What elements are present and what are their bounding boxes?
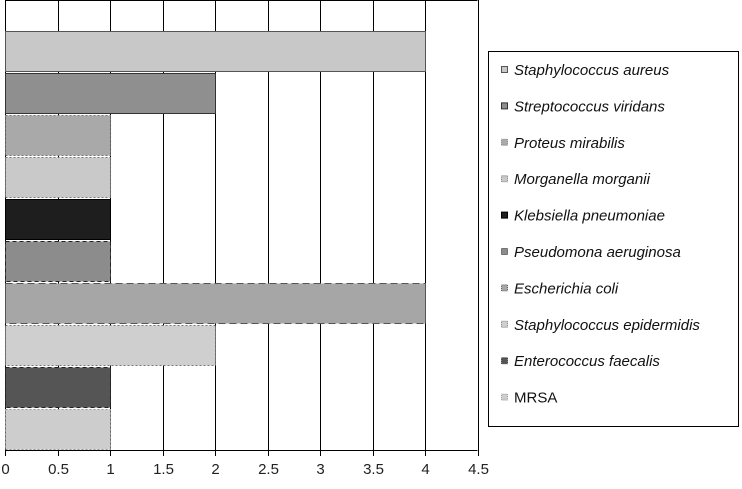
legend-swatch-escherichia-coli xyxy=(502,285,508,291)
legend-label-staphylococcus-epidermidis: Staphylococcus epidermidis xyxy=(514,316,700,334)
legend-swatch-streptococcus-viridans xyxy=(502,103,508,109)
x-tick-label: 2.5 xyxy=(258,461,279,478)
x-tick-label: 0 xyxy=(1,461,10,478)
legend-swatch-morganella-morganii xyxy=(502,176,508,182)
bar-staphylococcus-epidermidis xyxy=(6,326,216,366)
legend-swatch-staphylococcus-aureus xyxy=(502,67,508,73)
legend-swatch-staphylococcus-epidermidis xyxy=(502,321,508,327)
legend-swatch-mrsa xyxy=(502,394,508,400)
x-tick-label: 3.5 xyxy=(363,461,384,478)
bar-morganella-morganii xyxy=(6,158,111,198)
legend-label-mrsa: MRSA xyxy=(514,389,558,407)
legend-swatch-enterococcus-faecalis xyxy=(502,358,508,364)
legend-label-enterococcus-faecalis: Enterococcus faecalis xyxy=(514,353,660,371)
x-axis xyxy=(1,450,489,478)
legend-label-escherichia-coli: Escherichia coli xyxy=(514,280,619,298)
bar-klebsiella-pneumoniae xyxy=(6,200,111,240)
legend-label-staphylococcus-aureus: Staphylococcus aureus xyxy=(514,62,670,79)
bar-staphylococcus-aureus xyxy=(6,32,426,72)
legend-label-morganella-morganii: Morganella morganii xyxy=(514,171,650,189)
x-tick-label: 3 xyxy=(316,461,325,478)
x-tick-label: 4 xyxy=(421,461,430,478)
x-tick-label: 1 xyxy=(106,461,115,478)
x-tick-label: 0.5 xyxy=(48,461,69,478)
bar-streptococcus-viridans xyxy=(6,74,216,114)
legend-label-klebsiella-pneumoniae: Klebsiella pneumoniae xyxy=(514,207,665,225)
legend xyxy=(489,52,739,427)
x-tick-label: 2 xyxy=(211,461,220,478)
x-tick-label: 4.5 xyxy=(468,461,489,478)
x-tick-label: 1.5 xyxy=(153,461,174,478)
legend-swatch-proteus-mirabilis xyxy=(502,139,508,145)
legend-swatch-klebsiella-pneumoniae xyxy=(502,212,508,218)
bar-escherichia-coli xyxy=(6,284,426,324)
legend-label-proteus-mirabilis: Proteus mirabilis xyxy=(514,134,625,152)
bar-enterococcus-faecalis xyxy=(6,368,111,408)
legend-label-pseudomona-aeruginosa: Pseudomona aeruginosa xyxy=(514,244,681,261)
bar-pseudomona-aeruginosa xyxy=(6,242,111,282)
legend-swatch-pseudomona-aeruginosa xyxy=(502,249,508,255)
legend-label-streptococcus-viridans: Streptococcus viridans xyxy=(514,98,665,116)
bar-mrsa xyxy=(6,410,111,450)
bar-proteus-mirabilis xyxy=(6,116,111,156)
